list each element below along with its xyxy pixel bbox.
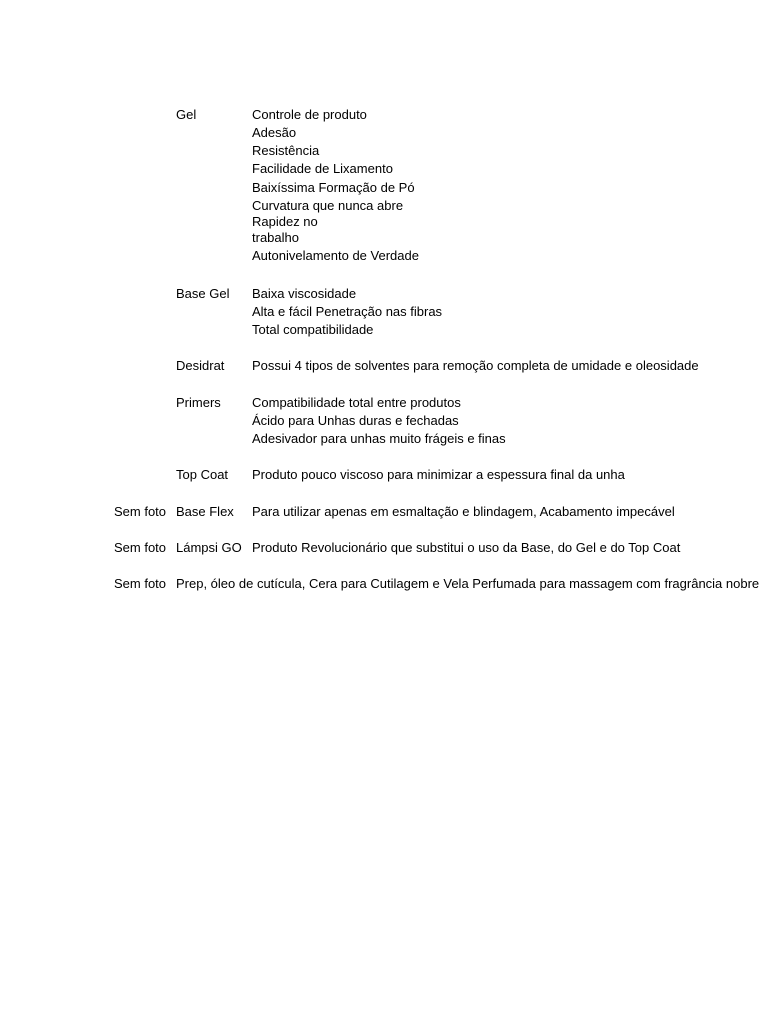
product-name-base-flex: Base Flex (176, 504, 234, 519)
product-name-desidrat: Desidrat (176, 358, 225, 373)
description-line: Produto pouco viscoso para minimizar a espessura final da unha (252, 467, 625, 482)
description-line: Adesão (252, 125, 297, 140)
product-name-gel: Gel (176, 107, 197, 122)
product-name-lampsi-go: Lámpsi GO (176, 540, 242, 555)
description-line: Total compatibilidade (252, 322, 374, 337)
description-line: trabalho (252, 230, 299, 245)
no-photo-note: Sem foto (114, 576, 167, 591)
description-line: Baixíssima Formação de Pó (252, 180, 415, 195)
description-line: Curvatura que nunca abre (252, 198, 404, 213)
description-line: Resistência (252, 143, 320, 158)
description-line: Autonivelamento de Verdade (252, 248, 419, 263)
combined-products-line: Prep, óleo de cutícula, Cera para Cutilagem e Vela Perfumada para massagem com fragrância nobre (176, 576, 760, 591)
description-line: Para utilizar apenas em esmaltação e blindagem, Acabamento impecável (252, 504, 675, 519)
description-line: Possui 4 tipos de solventes para remoção completa de umidade e oleosidade (252, 358, 699, 373)
description-line: Ácido para Unhas duras e fechadas (252, 413, 459, 428)
description-line: Alta e fácil Penetração nas fibras (252, 304, 443, 319)
no-photo-note: Sem foto (114, 504, 167, 519)
description-line: Rapidez no (252, 214, 318, 229)
description-line: Produto Revolucionário que substitui o uso da Base, do Gel e do Top Coat (252, 540, 681, 555)
product-name-primers: Primers (176, 395, 221, 410)
description-line: Compatibilidade total entre produtos (252, 395, 461, 410)
product-name-base-gel: Base Gel (176, 286, 230, 301)
description-line: Baixa viscosidade (252, 286, 357, 301)
product-name-top-coat: Top Coat (176, 467, 229, 482)
no-photo-note: Sem foto (114, 540, 167, 555)
description-line: Adesivador para unhas muito frágeis e finas (252, 431, 506, 446)
description-line: Controle de produto (252, 107, 367, 122)
description-line: Facilidade de Lixamento (252, 161, 393, 176)
